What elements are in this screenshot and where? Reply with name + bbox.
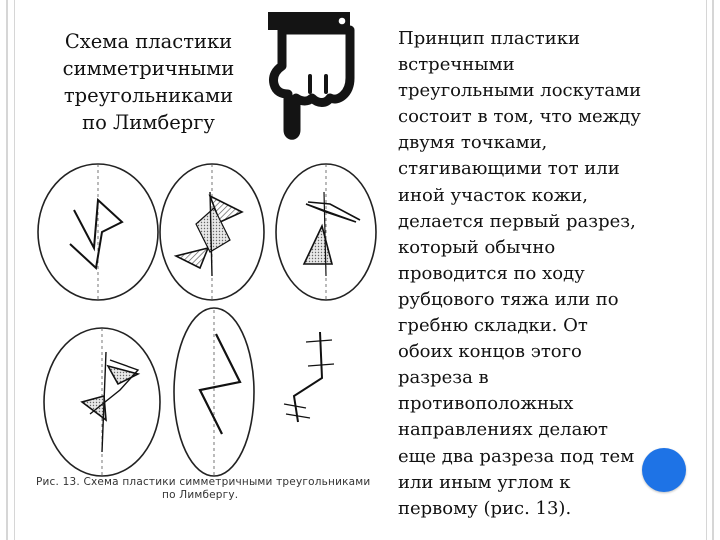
figure-caption: [36, 476, 372, 502]
text-line: треугольными лоскутами: [398, 80, 642, 102]
frame-line-right-inner: [706, 0, 707, 540]
diagram-panel-4: [44, 328, 160, 476]
description-text: [398, 26, 698, 522]
diagram-panel-2: [160, 164, 264, 300]
diagram-panel-3: [276, 164, 376, 300]
text-line: рубцового тяжа или по: [398, 288, 619, 310]
text-line: еще два разреза под тем: [398, 445, 635, 467]
text-line: Принцип пластики: [398, 28, 580, 49]
title-line: Схема пластики: [64, 30, 233, 53]
pointing-hand-icon: [262, 6, 360, 140]
text-line: проводится по ходу: [398, 262, 585, 284]
caption-line: по Лимбергу.: [162, 489, 239, 501]
text-line: разреза в: [398, 367, 489, 389]
title-line: треугольниками: [63, 84, 234, 107]
text-line: который обычно: [398, 236, 556, 258]
nav-dot-icon[interactable]: [642, 448, 686, 492]
diagram-panel-1: [38, 164, 158, 300]
diagram-panel-6: [284, 332, 334, 422]
text-line: состоит в том, что между: [398, 106, 641, 128]
diagram-panel-5: [174, 308, 254, 476]
text-line: или иным углом к: [398, 471, 571, 493]
text-line: иной участок кожи,: [398, 184, 588, 206]
title-line: симметричными: [62, 57, 235, 80]
text-line: противоположных: [398, 393, 574, 415]
frame-line-left-inner: [14, 0, 15, 540]
title-line: по Лимбергу: [82, 111, 215, 134]
slide-title: [26, 28, 271, 136]
text-line: первому (рис. 13).: [398, 497, 572, 519]
caption-line: Рис. 13. Схема пластики симметричными треугольниками: [36, 476, 371, 488]
frame-line-left-outer: [6, 0, 8, 540]
text-line: встречными: [398, 54, 515, 76]
text-line: гребню складки. От: [398, 315, 588, 337]
text-line: делается первый разрез,: [398, 210, 636, 232]
text-line: обоих концов этого: [398, 341, 582, 363]
text-line: стягивающими тот или: [398, 158, 620, 180]
frame-line-right-outer: [712, 0, 714, 540]
text-line: двумя точками,: [398, 132, 548, 154]
limberg-diagram: [26, 152, 380, 507]
text-line: направлениях делают: [398, 419, 608, 441]
